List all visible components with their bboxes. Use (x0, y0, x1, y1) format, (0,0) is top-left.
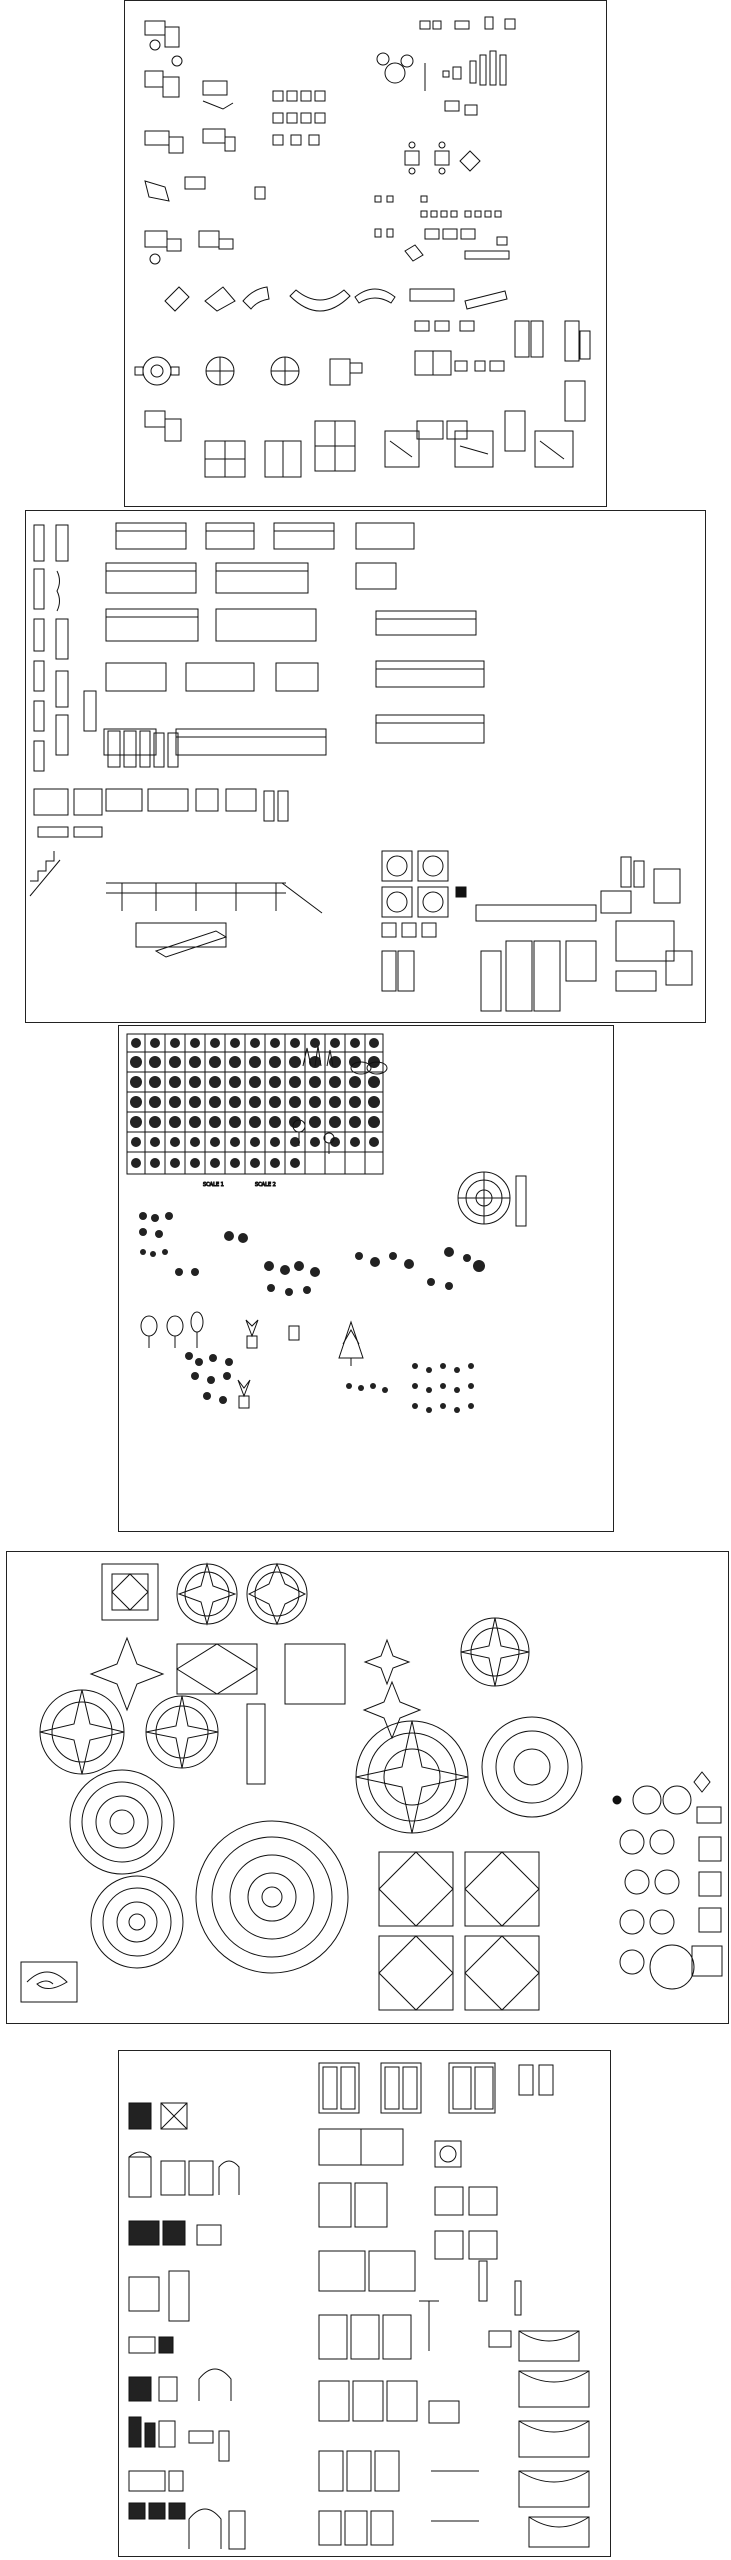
plant-symbols (130, 1038, 380, 1168)
dome-medallion (70, 1717, 582, 1973)
railing-sheet (25, 510, 706, 1023)
medallion-drawing (7, 1552, 728, 2023)
window-tiles-right (429, 2141, 521, 2423)
furniture-drawing (125, 1, 606, 506)
furniture-office-sheet (124, 0, 607, 507)
panel-grid-left (129, 2103, 245, 2549)
plants-drawing (119, 1026, 613, 1531)
private-office-block (385, 431, 573, 467)
cubicle-cluster (145, 411, 355, 477)
railing-panel-grid (104, 523, 484, 755)
railing-drawing (26, 511, 705, 1022)
door-elevation-mid (319, 2129, 439, 2545)
round-medallion-top (177, 1564, 307, 1624)
curtain-group (431, 2331, 589, 2547)
small-rosette-column (613, 1772, 722, 1989)
gate-group (481, 857, 692, 1011)
square-medallion (102, 1564, 158, 1620)
doors-drawing (119, 2051, 610, 2556)
tree-elevation-row (141, 1312, 363, 1408)
equipment-block (377, 17, 515, 115)
plant-label-2: SCALE 2 (255, 1182, 276, 1188)
square-floor-tiles (379, 1852, 539, 2010)
doors-windows-sheet (118, 2050, 611, 2557)
stair-railing (30, 851, 322, 957)
curved-desk-row (165, 287, 507, 311)
compass-rose (458, 1172, 526, 1226)
ceiling-medallion-sheet (6, 1551, 729, 2024)
small-railing-row (34, 789, 288, 837)
plant-label-1: SCALE 1 (203, 1182, 224, 1188)
door-elevation-top (319, 2063, 553, 2113)
spiral-ornament (21, 1962, 77, 2002)
conference-table-row (135, 357, 362, 385)
chair-block (255, 91, 325, 199)
star-ornament (91, 1638, 420, 1738)
decorative-tile-group (382, 851, 596, 991)
dining-set-block (375, 142, 509, 261)
shrub-cluster (139, 1212, 485, 1413)
workstation-block (145, 21, 235, 264)
plants-sheet (118, 1025, 614, 1532)
